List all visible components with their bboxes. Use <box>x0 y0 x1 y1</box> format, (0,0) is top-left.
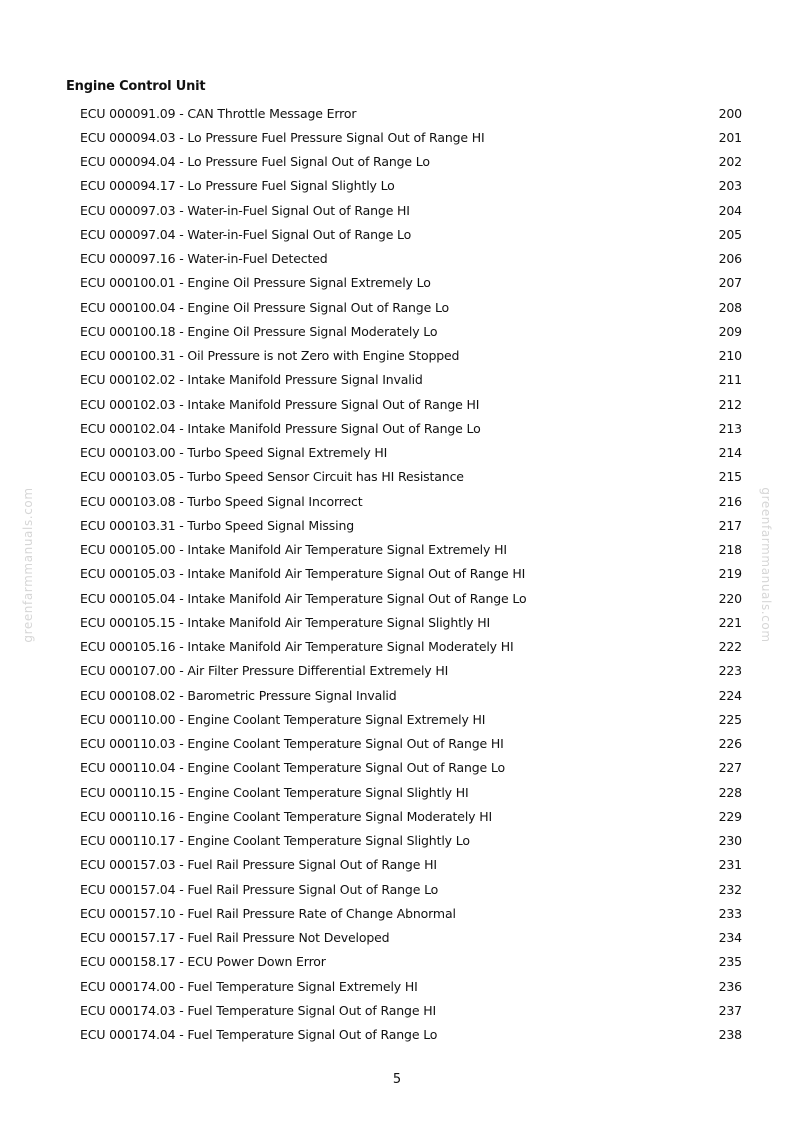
toc-entry[interactable] <box>80 271 742 295</box>
toc-entry-title: ECU 000110.17 - Engine Coolant Temperature Signal Slightly Lo <box>80 833 470 849</box>
toc-entry-title: ECU 000110.00 - Engine Coolant Temperature Signal Extremely HI <box>80 711 486 727</box>
toc-entry-page: 218 <box>718 542 742 558</box>
toc-entry-title: ECU 000100.31 - Oil Pressure is not Zero with Engine Stopped <box>80 348 460 364</box>
toc-entry[interactable] <box>80 319 742 343</box>
toc-entry-title: ECU 000097.04 - Water-in-Fuel Signal Out of Range Lo <box>80 226 412 242</box>
toc-entry-page: 202 <box>718 154 742 170</box>
toc-entry-page: 235 <box>718 954 742 970</box>
toc-entry[interactable] <box>80 150 742 174</box>
toc-entry[interactable] <box>80 780 742 804</box>
toc-entry-title: ECU 000105.15 - Intake Manifold Air Temperature Signal Slightly HI <box>80 614 491 630</box>
toc-entry-page: 232 <box>718 881 742 897</box>
toc-entry[interactable] <box>80 926 742 950</box>
toc-entry-title: ECU 000157.04 - Fuel Rail Pressure Signal Out of Range Lo <box>80 881 439 897</box>
toc-entry[interactable] <box>80 804 742 828</box>
toc-entry[interactable] <box>80 586 742 610</box>
toc-entry-page: 219 <box>718 566 742 582</box>
toc-entry-page: 208 <box>718 299 742 315</box>
toc-entry-title: ECU 000174.03 - Fuel Temperature Signal Out of Range HI <box>80 1002 436 1018</box>
toc-entry-page: 222 <box>718 639 742 655</box>
toc-entry[interactable] <box>80 562 742 586</box>
toc-entry-title: ECU 000094.03 - Lo Pressure Fuel Pressure Signal Out of Range HI <box>80 129 485 145</box>
toc-entry-page: 216 <box>718 493 742 509</box>
toc-entry-title: ECU 000103.00 - Turbo Speed Signal Extremely HI <box>80 445 388 461</box>
toc-entry-page: 227 <box>718 760 742 776</box>
toc-entry[interactable] <box>80 295 742 319</box>
toc-entry[interactable] <box>80 974 742 998</box>
toc-entry[interactable] <box>80 441 742 465</box>
toc-entry-page: 210 <box>718 348 742 364</box>
toc-entry-title: ECU 000110.04 - Engine Coolant Temperature Signal Out of Range Lo <box>80 760 505 776</box>
toc-entry-title: ECU 000103.05 - Turbo Speed Sensor Circuit has HI Resistance <box>80 469 464 485</box>
toc-entry-title: ECU 000110.16 - Engine Coolant Temperature Signal Moderately HI <box>80 808 493 824</box>
watermark-right: greenfarmmanuals.com <box>759 487 773 643</box>
toc-entry[interactable] <box>80 174 742 198</box>
toc-entry-title: ECU 000105.04 - Intake Manifold Air Temperature Signal Out of Range Lo <box>80 590 527 606</box>
toc-entry-title: ECU 000157.03 - Fuel Rail Pressure Signal Out of Range HI <box>80 857 437 873</box>
toc-entry-page: 226 <box>718 736 742 752</box>
toc-entry-title: ECU 000174.00 - Fuel Temperature Signal Extremely HI <box>80 978 418 994</box>
toc-entry-title: ECU 000174.04 - Fuel Temperature Signal Out of Range Lo <box>80 1027 438 1043</box>
toc-entry-title: ECU 000103.08 - Turbo Speed Signal Incorrect <box>80 493 363 509</box>
toc-entry-page: 214 <box>718 445 742 461</box>
toc-entry-title: ECU 000103.31 - Turbo Speed Signal Missing <box>80 517 354 533</box>
watermark-left: greenfarmmanuals.com <box>21 487 35 643</box>
toc-entry-title: ECU 000105.00 - Intake Manifold Air Temperature Signal Extremely HI <box>80 542 507 558</box>
toc-entry-page: 229 <box>718 808 742 824</box>
toc-entry-page: 217 <box>718 517 742 533</box>
toc-entry-page: 221 <box>718 614 742 630</box>
table-of-contents <box>80 101 742 1047</box>
toc-entry-page: 224 <box>718 687 742 703</box>
toc-entry-title: ECU 000157.10 - Fuel Rail Pressure Rate of Change Abnormal <box>80 905 456 921</box>
toc-entry-title: ECU 000094.17 - Lo Pressure Fuel Signal Slightly Lo <box>80 178 395 194</box>
toc-entry-page: 201 <box>718 129 742 145</box>
toc-entry-page: 207 <box>718 275 742 291</box>
toc-entry[interactable] <box>80 829 742 853</box>
toc-entry-page: 213 <box>718 420 742 436</box>
page-number: 5 <box>392 1072 402 1087</box>
toc-entry-title: ECU 000157.17 - Fuel Rail Pressure Not Developed <box>80 930 390 946</box>
toc-entry[interactable] <box>80 344 742 368</box>
toc-entry-page: 205 <box>718 226 742 242</box>
toc-entry[interactable] <box>80 222 742 246</box>
toc-entry-page: 223 <box>718 663 742 679</box>
toc-entry-title: ECU 000097.03 - Water-in-Fuel Signal Out of Range HI <box>80 202 410 218</box>
toc-entry-title: ECU 000097.16 - Water-in-Fuel Detected <box>80 251 328 267</box>
toc-entry-page: 238 <box>718 1027 742 1043</box>
toc-entry-title: ECU 000100.04 - Engine Oil Pressure Signal Out of Range Lo <box>80 299 450 315</box>
toc-entry-page: 204 <box>718 202 742 218</box>
toc-entry[interactable] <box>80 198 742 222</box>
toc-entry[interactable] <box>80 950 742 974</box>
toc-entry-page: 233 <box>718 905 742 921</box>
toc-entry-page: 225 <box>718 711 742 727</box>
toc-entry[interactable] <box>80 635 742 659</box>
toc-entry[interactable] <box>80 513 742 537</box>
toc-entry[interactable] <box>80 707 742 731</box>
toc-entry[interactable] <box>80 392 742 416</box>
toc-entry-title: ECU 000158.17 - ECU Power Down Error <box>80 954 326 970</box>
toc-entry-page: 212 <box>718 396 742 412</box>
toc-entry[interactable] <box>80 465 742 489</box>
toc-entry[interactable] <box>80 247 742 271</box>
toc-entry-page: 236 <box>718 978 742 994</box>
toc-entry[interactable] <box>80 368 742 392</box>
toc-entry[interactable] <box>80 998 742 1022</box>
toc-entry-page: 231 <box>718 857 742 873</box>
toc-entry[interactable] <box>80 683 742 707</box>
toc-entry[interactable] <box>80 416 742 440</box>
toc-entry-title: ECU 000100.01 - Engine Oil Pressure Signal Extremely Lo <box>80 275 431 291</box>
toc-entry[interactable] <box>80 877 742 901</box>
toc-entry-page: 206 <box>718 251 742 267</box>
toc-entry-page: 237 <box>718 1002 742 1018</box>
toc-entry-title: ECU 000100.18 - Engine Oil Pressure Signal Moderately Lo <box>80 323 438 339</box>
toc-entry-page: 215 <box>718 469 742 485</box>
toc-entry-title: ECU 000094.04 - Lo Pressure Fuel Signal Out of Range Lo <box>80 154 430 170</box>
toc-entry-title: ECU 000110.03 - Engine Coolant Temperature Signal Out of Range HI <box>80 736 504 752</box>
toc-entry[interactable] <box>80 538 742 562</box>
toc-entry-title: ECU 000091.09 - CAN Throttle Message Error <box>80 105 357 121</box>
toc-entry-page: 209 <box>718 323 742 339</box>
toc-entry-page: 211 <box>718 372 742 388</box>
toc-entry[interactable] <box>80 101 742 125</box>
toc-entry-title: ECU 000107.00 - Air Filter Pressure Differential Extremely HI <box>80 663 449 679</box>
toc-entry-page: 230 <box>718 833 742 849</box>
toc-entry[interactable] <box>80 489 742 513</box>
toc-entry-title: ECU 000105.16 - Intake Manifold Air Temperature Signal Moderately HI <box>80 639 514 655</box>
toc-entry[interactable] <box>80 125 742 149</box>
toc-entry[interactable] <box>80 853 742 877</box>
toc-entry-page: 220 <box>718 590 742 606</box>
toc-entry-title: ECU 000102.02 - Intake Manifold Pressure Signal Invalid <box>80 372 423 388</box>
toc-entry-title: ECU 000110.15 - Engine Coolant Temperature Signal Slightly HI <box>80 784 469 800</box>
toc-entry-title: ECU 000105.03 - Intake Manifold Air Temperature Signal Out of Range HI <box>80 566 526 582</box>
toc-entry-page: 203 <box>718 178 742 194</box>
toc-entry-page: 200 <box>718 105 742 121</box>
toc-entry[interactable] <box>80 1023 742 1047</box>
toc-entry-title: ECU 000102.04 - Intake Manifold Pressure Signal Out of Range Lo <box>80 420 481 436</box>
toc-entry-title: ECU 000102.03 - Intake Manifold Pressure Signal Out of Range HI <box>80 396 480 412</box>
toc-entry[interactable] <box>80 756 742 780</box>
toc-entry[interactable] <box>80 732 742 756</box>
section-heading: Engine Control Unit <box>66 79 206 94</box>
toc-entry-page: 228 <box>718 784 742 800</box>
toc-entry[interactable] <box>80 901 742 925</box>
toc-entry[interactable] <box>80 610 742 634</box>
toc-entry-title: ECU 000108.02 - Barometric Pressure Signal Invalid <box>80 687 397 703</box>
toc-entry[interactable] <box>80 659 742 683</box>
toc-entry-page: 234 <box>718 930 742 946</box>
